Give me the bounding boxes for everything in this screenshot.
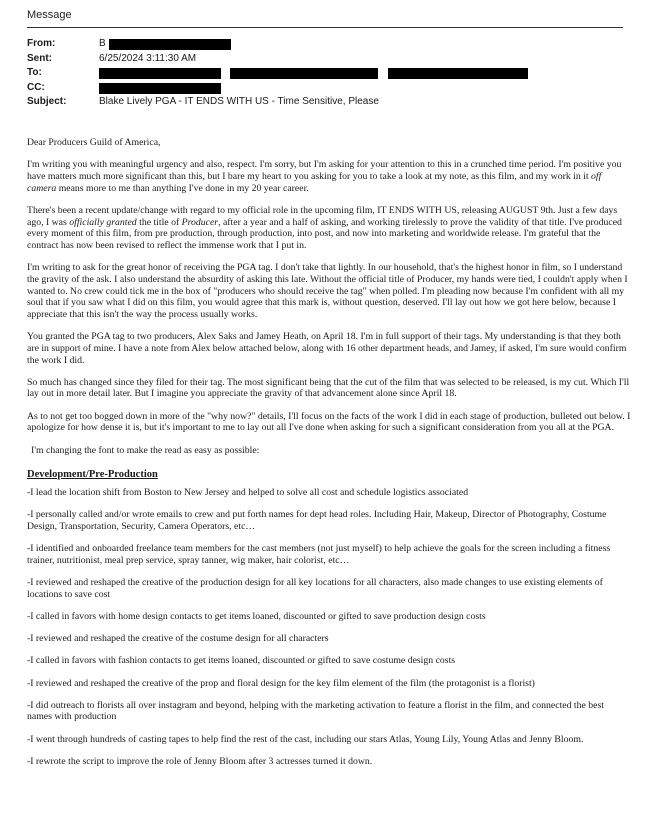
subject-label: Subject: bbox=[27, 96, 67, 107]
list-item: -I did outreach to florists all over instagram and beyond, helping with the marketing activation to feature a florist in the film, and connected the best names with production bbox=[27, 699, 604, 723]
text-run: There's been a recent update/change with regard to my official role in the upcoming film, IT ENDS WITH US, releasing AUGUST 9th. Just a few days ago, I was bbox=[27, 204, 618, 228]
text-run: means more to me than anything I've done in my 20 year career. bbox=[56, 182, 309, 194]
title-divider bbox=[27, 27, 623, 28]
list-item: -I reviewed and reshaped the creative of the production design for all key locations for all characters, also made changes to use existing elements of locations to save cost bbox=[27, 576, 603, 600]
to-row bbox=[27, 67, 627, 82]
redaction-box bbox=[109, 39, 231, 50]
redaction-box bbox=[99, 83, 221, 94]
redaction-box bbox=[230, 68, 378, 79]
list-item: -I reviewed and reshaped the creative of the prop and floral design for the key film element of the film (the protagonist is a florist) bbox=[27, 677, 535, 689]
sent-value: 6/25/2024 3:11:30 AM bbox=[99, 52, 197, 64]
emphasis: Producer bbox=[181, 216, 219, 228]
paragraph bbox=[27, 159, 631, 194]
bullet-list bbox=[27, 487, 631, 768]
sent-label: Sent: bbox=[27, 52, 52, 64]
paragraph: You granted the PGA tag to two producers, Alex Saks and Jamey Heath, on April 18. I'm in full support of their tags. My understanding is that they both are in support of mine. I have a note from Alex below attached below, along with 16 other department heads, and Jamey, if asked, I'm sure would confirm the work I did. bbox=[27, 331, 627, 366]
text-run: , after a year and a half of asking, and working tirelessly to prove the validity of that title. I've produced every moment of this film, from pre production, through production, into post, and now into marketing and worldwide release. I'm grateful that the contract has now been revised to reflect the immense work that I put in. bbox=[27, 216, 622, 251]
section-heading: Development/Pre-Production bbox=[27, 469, 158, 481]
subject-row bbox=[27, 96, 627, 111]
paragraph: As to not get too bogged down in more of the "why now?" details, I'll focus on the facts of the work I did in each stage of production, bulleted out below. I apologize for how dense it is, but it's important to me to lay out all I've done when asking for such a significant consideration from you all at the PGA. bbox=[27, 410, 631, 434]
list-item: -I called in favors with home design contacts to get items loaned, discounted or gifted to save production design costs bbox=[27, 610, 486, 622]
salutation: Dear Producers Guild of America, bbox=[27, 137, 161, 148]
from-label: From: bbox=[27, 38, 56, 49]
cc-label: CC: bbox=[27, 81, 45, 93]
from-value: B bbox=[99, 38, 106, 49]
paragraph: So much has changed since they filed for their tag. The most significant being that the cut of the film that was selected to be released, is my cut. Which I'll lay out in more detail later. But I imagine you appreciate the gravity of that advancement alone since April 18. bbox=[27, 376, 630, 400]
redaction-box bbox=[99, 68, 221, 79]
from-row bbox=[27, 38, 627, 53]
email-header bbox=[27, 38, 627, 111]
list-item: -I reviewed and reshaped the creative of the costume design for all characters bbox=[27, 633, 329, 645]
list-item: -I rewrote the script to improve the role of Jenny Bloom after 3 actresses turned it down. bbox=[27, 755, 373, 767]
paragraph: I'm changing the font to make the read as easy as possible: bbox=[31, 444, 260, 456]
list-item: -I personally called and/or wrote emails to crew and put forth names for dept head roles. Including Hair, Makeup, Director of Photography, Costume Design, Transportation, Security, Camera Operators, etc… bbox=[27, 509, 607, 532]
message-body bbox=[27, 137, 631, 778]
subject-value: Blake Lively PGA - IT ENDS WITH US - Time Sensitive, Please bbox=[99, 96, 379, 107]
list-item: -I lead the location shift from Boston to New Jersey and helped to solve all cost and schedule logistics associated bbox=[27, 486, 469, 498]
text-run: I'm writing you with meaningful urgency and also, respect. I'm sorry, but I'm asking for your attention to this in a crunched time period. I'm positive you have matters much more significant than this, but I bare my heart to you asking for you to take a look at my note, as this film, and my work in it bbox=[27, 159, 622, 182]
sent-row bbox=[27, 53, 627, 68]
to-label: To: bbox=[27, 67, 42, 78]
window-title: Message bbox=[27, 9, 72, 21]
list-item: -I went through hundreds of casting tapes to help find the rest of the cast, including our stars Atlas, Young Lily, Young Atlas and Jenny Bloom. bbox=[27, 733, 584, 745]
list-item: -I identified and onboarded freelance team members for the cast members (not just myself) to help achieve the goals for the screen including a fitness trainer, nutritionist, meal prep service, spray tanner, wig maker, hair colorist, etc… bbox=[27, 543, 611, 566]
emphasis: officially granted bbox=[69, 216, 137, 228]
paragraph: I'm writing to ask for the great honor of receiving the PGA tag. I don't take that lightly. In our household, that's the highest honor in film, so I understand the gravity of the ask. I also understand the absurdity of asking this late. Without the official title of Producer, my hands were tied, I couldn't apply when I wanted to. No crew could tick me in the box of "producers who should receive the tag" when polled. I'm pleading now because I'm confident with all my soul that if you saw what I did on this film, you would agree that this mark is, without question, deserved. I'll lay out how we got here below, because I appreciate that this isn't the way the process usually works. bbox=[27, 262, 628, 320]
list-item: -I called in favors with fashion contacts to get items loaned, discounted or gifted to save costume design costs bbox=[27, 655, 456, 667]
cc-row bbox=[27, 82, 627, 97]
redaction-box bbox=[388, 68, 528, 79]
paragraph bbox=[27, 205, 631, 252]
emphasis: off camera bbox=[27, 170, 602, 194]
text-run: the title of bbox=[136, 216, 182, 228]
